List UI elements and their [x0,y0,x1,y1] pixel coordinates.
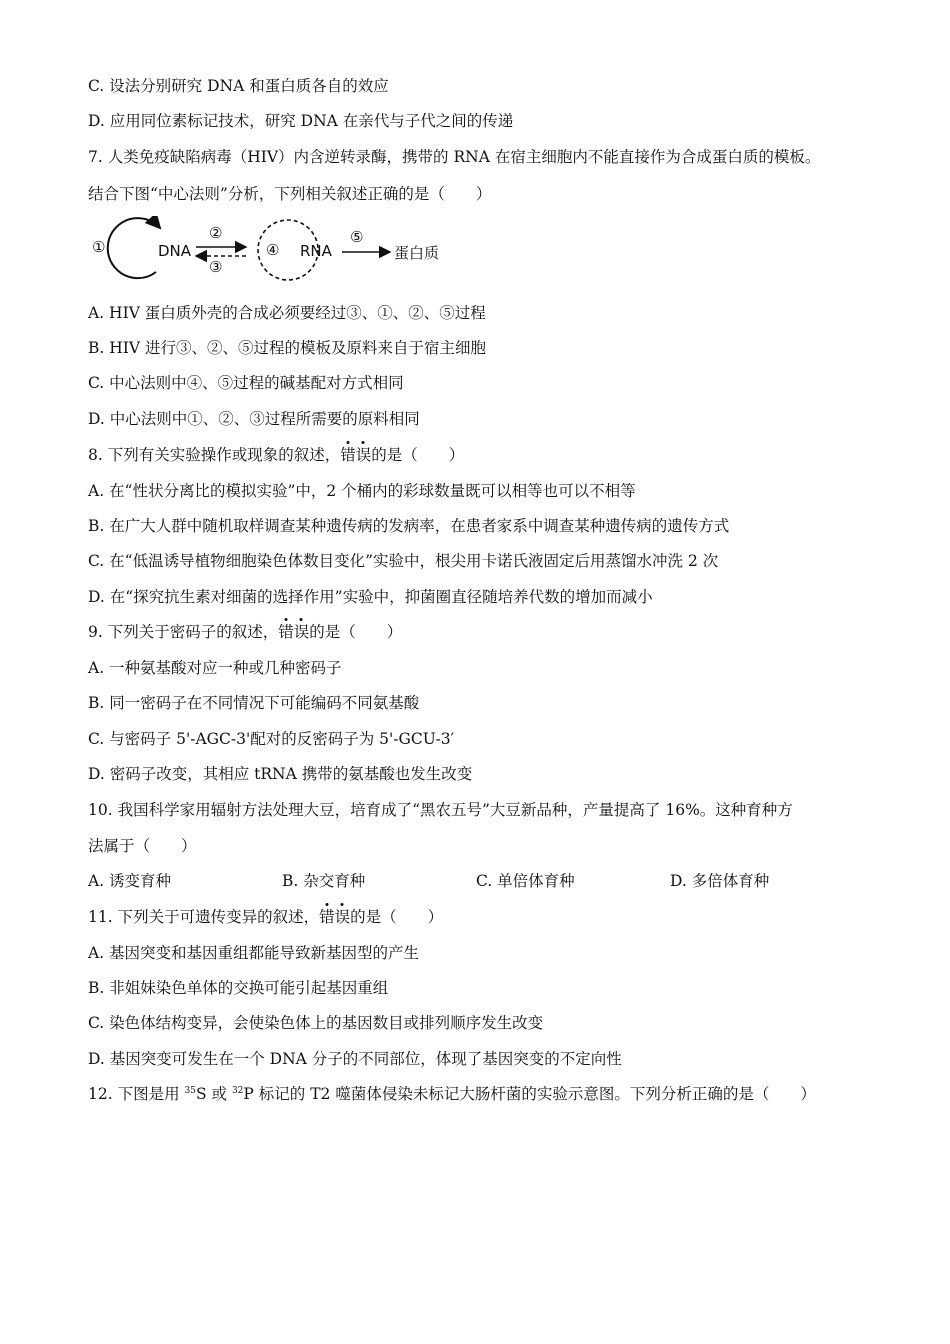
q7-option-b: B. HIV 进行③、②、⑤过程的模板及原料来自于宿主细胞 [88,339,487,357]
emphasis-char: 错 [278,623,294,641]
q11-option-d: D. 基因突变可发生在一个 DNA 分子的不同部位，体现了基因突变的不定向性 [88,1050,622,1068]
q6-option-d: D. 应用同位素标记技术，研究 DNA 在亲代与子代之间的传递 [88,112,514,130]
q7-option-a: A. HIV 蛋白质外壳的合成必须要经过③、①、②、⑤过程 [88,304,486,322]
q10-stem-line2: 法属于（ ） [88,837,197,855]
q7-option-c: C. 中心法则中④、⑤过程的碱基配对方式相同 [88,374,404,392]
central-dogma-arrows [88,216,508,286]
q10-option-c: C. 单倍体育种 [476,872,575,890]
q10-option-b: B. 杂交育种 [282,872,366,890]
q8-option-a: A. 在“性状分离比的模拟实验”中，2 个桶内的彩球数量既可以相等也可以不相等 [88,482,636,500]
q6-option-c: C. 设法分别研究 DNA 和蛋白质各自的效应 [88,77,389,95]
q9-option-a: A. 一种氨基酸对应一种或几种密码子 [88,659,342,677]
label-rna: RNA [300,242,332,260]
label-process-3: ③ [209,258,223,276]
q8-option-d: D. 在“探究抗生素对细菌的选择作用”实验中，抑菌圈直径随培养代数的增加而减小 [88,588,653,606]
q10-options [88,870,868,892]
q10-stem-line1: 10. 我国科学家用辐射方法处理大豆，培育成了“黑农五号”大豆新品种，产量提高了 16%。这种育种方 [88,801,793,819]
q9-option-b: B. 同一密码子在不同情况下可能编码不同氨基酸 [88,694,420,712]
q8-option-c: C. 在“低温诱导植物细胞染色体数目变化”实验中，根尖用卡诺氏液固定后用蒸馏水冲洗 2 次 [88,552,719,570]
emphasis-char: 错 [340,446,356,464]
emphasis-char: 误 [355,446,372,464]
q9-stem: 9. 下列关于密码子的叙述，错误的是（ ） [88,623,403,641]
label-process-4: ④ [266,241,280,259]
label-process-2: ② [209,224,223,242]
q8-stem: 8. 下列有关实验操作或现象的叙述，错误的是（ ） [88,446,465,464]
label-protein: 蛋白质 [394,244,440,262]
q11-option-a: A. 基因突变和基因重组都能导致新基因型的产生 [88,944,420,962]
q10-option-a: A. 诱变育种 [88,872,172,890]
emphasis-char: 误 [334,908,351,926]
q7-option-d: D. 中心法则中①、②、③过程所需要的原料相同 [88,410,420,428]
emphasis-char: 错 [319,908,335,926]
q10-option-d: D. 多倍体育种 [670,872,770,890]
q11-option-c: C. 染色体结构变异，会使染色体上的基因数目或排列顺序发生改变 [88,1014,544,1032]
q12-stem: 12. 下图是用 $^{35}$S 或 $^{32}$P 标记的 T2 噬菌体侵染未标记大肠杆菌的实验示意图。下列分析正确的是（ ） [88,1085,816,1103]
label-process-1: ① [92,238,106,256]
emphasis-char: 误 [293,623,310,641]
q9-option-c: C. 与密码子 5'-AGC-3'配对的反密码子为 5'-GCU-3′ [88,730,455,748]
label-process-5: ⑤ [350,228,364,246]
q9-option-d: D. 密码子改变，其相应 tRNA 携带的氨基酸也发生改变 [88,765,473,783]
central-dogma-diagram [88,216,508,286]
replication-loop-arrow [108,218,160,278]
q7-stem-line1: 7. 人类免疫缺陷病毒（HIV）内含逆转录酶，携带的 RNA 在宿主细胞内不能直接作为合成蛋白质的模板。 [88,148,821,166]
q7-stem-line2: 结合下图“中心法则”分析，下列相关叙述正确的是（ ） [88,185,492,203]
q11-stem: 11. 下列关于可遗传变异的叙述，错误的是（ ） [88,908,444,926]
label-dna: DNA [158,242,192,260]
q8-option-b: B. 在广大人群中随机取样调查某种遗传病的发病率，在患者家系中调查某种遗传病的遗传方式 [88,517,730,535]
q11-option-b: B. 非姐妹染色单体的交换可能引起基因重组 [88,979,389,997]
